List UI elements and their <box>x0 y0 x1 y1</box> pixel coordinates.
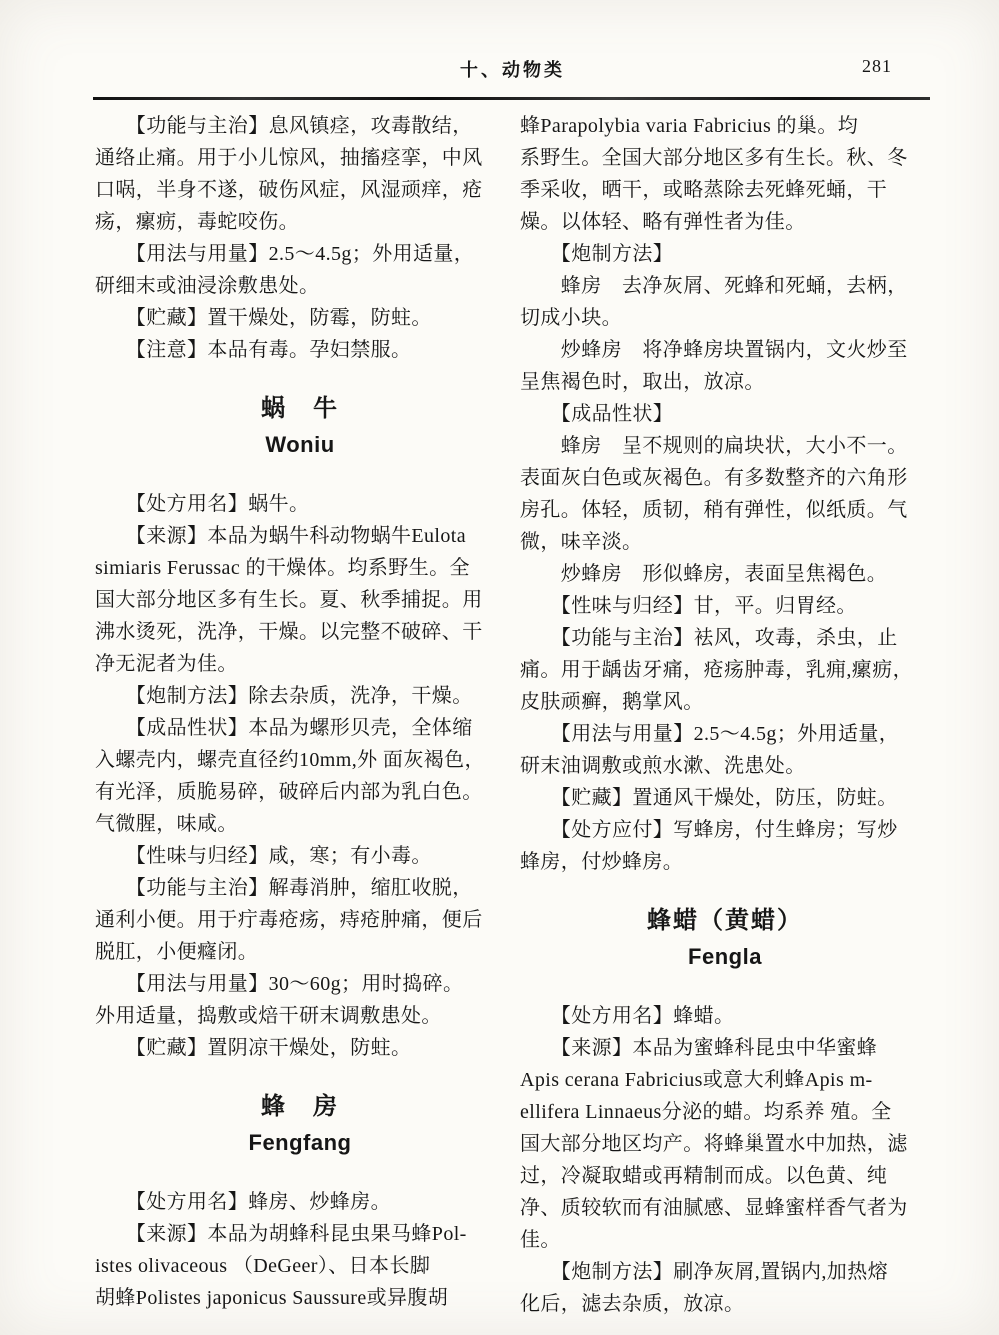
text-line: 气微腥，味咸。 <box>95 813 238 835</box>
right-column <box>520 110 930 1320</box>
text-line: 国大部分地区多有生长。夏、秋季捕捉。用 <box>95 589 483 611</box>
text-line: 【来源】本品为胡蜂科昆虫果马蜂Pol- <box>95 1223 467 1245</box>
text-line: 【贮藏】置阴凉干燥处，防蛀。 <box>95 1037 412 1059</box>
entry-title-pinyin: Fengfang <box>248 1130 352 1155</box>
text-line: 表面灰白色或灰褐色。有多数整齐的六角形 <box>520 467 908 489</box>
chapter-title: 十、动物类 <box>460 60 565 80</box>
text-line: 净、质较软而有油腻感、显蜂蜜样香气者为 <box>520 1197 908 1219</box>
text-line: 入螺壳内，螺壳直径约10mm,外 面灰褐色， <box>95 749 485 771</box>
text-line: 【炮制方法】刷净灰屑,置锅内,加热熔 <box>520 1261 888 1283</box>
text-line: 【处方用名】蜂房、炒蜂房。 <box>95 1191 391 1213</box>
text-line: 【来源】本品为蜜蜂科昆虫中华蜜蜂 <box>520 1037 878 1059</box>
text-line: 蜂房，付炒蜂房。 <box>520 851 684 873</box>
text-line: 【炮制方法】除去杂质，洗净，干燥。 <box>95 685 473 707</box>
text-line: 佳。 <box>520 1229 561 1251</box>
text-line: 【处方应付】写蜂房，付生蜂房；写炒 <box>520 819 898 841</box>
text-line: 系野生。全国大部分地区多有生长。秋、冬 <box>520 147 908 169</box>
text-line: 外用适量，捣敷或焙干研末调敷患处。 <box>95 1005 442 1027</box>
text-line: 呈焦褐色时，取出，放凉。 <box>520 371 765 393</box>
left-column <box>95 110 505 1320</box>
text-line: 【处方用名】蜂蜡。 <box>520 1005 735 1027</box>
text-line: 【成品性状】 <box>520 403 674 425</box>
text-line: 季采收，晒干，或略蒸除去死蜂死蛹，干 <box>520 179 888 201</box>
header-rule <box>93 97 930 100</box>
text-line: 【炮制方法】 <box>520 243 674 265</box>
text-line: 净无泥者为佳。 <box>95 653 238 675</box>
text-line: 切成小块。 <box>520 307 622 329</box>
text-line: 【处方用名】蜗牛。 <box>95 493 310 515</box>
text-line: istes olivaceous （DeGeer）、日本长脚 <box>95 1255 431 1277</box>
text-line: 沸水烫死，洗净，干燥。以完整不破碎、干 <box>95 621 483 643</box>
text-line: simiaris Ferussac 的干燥体。均系野生。全 <box>95 557 470 579</box>
entry-title-pinyin: Fengla <box>688 944 762 969</box>
text-line: 痛。用于龋齿牙痛，疮疡肿毒，乳痈,瘰疬， <box>520 659 913 681</box>
page-number: 281 <box>862 56 892 76</box>
text-line: 疡，瘰疬，毒蛇咬伤。 <box>95 211 299 233</box>
text-line: 【用法与用量】2.5～4.5g；外用适量， <box>520 723 900 745</box>
text-line: 蜂房 呈不规则的扁块状，大小不一。 <box>520 435 908 457</box>
text-line: 过，冷凝取蜡或再精制而成。以色黄、纯 <box>520 1165 888 1187</box>
text-line: 通利小便。用于疔毒疮疡，痔疮肿痛，便后 <box>95 909 483 931</box>
text-line: 【功能与主治】袪风，攻毒，杀虫，止 <box>520 627 898 649</box>
text-line: Apis cerana Fabricius或意大利蜂Apis m- <box>520 1069 873 1091</box>
text-line: 炒蜂房 将净蜂房块置锅内，文火炒至 <box>520 339 908 361</box>
text-line: 口㖞，半身不遂，破伤风症，风湿顽痒，疮 <box>95 179 483 201</box>
text-line: 【来源】本品为蜗牛科动物蜗牛Eulota <box>95 525 467 547</box>
entry-title-chinese: 蜗 牛 <box>261 396 339 422</box>
text-line: 蜂Parapolybia varia Fabricius 的巢。均 <box>520 115 859 137</box>
text-line: 【贮藏】置通风干燥处，防压，防蛀。 <box>520 787 898 809</box>
text-columns <box>95 110 930 1320</box>
text-line: 【成品性状】本品为螺形贝壳，全体缩 <box>95 717 473 739</box>
text-line: 研细末或油浸涂敷患处。 <box>95 275 320 297</box>
text-line: 化后，滤去杂质，放凉。 <box>520 1293 745 1315</box>
text-line: 有光泽，质脆易碎，破碎后内部为乳白色。 <box>95 781 483 803</box>
text-line: 【用法与用量】30～60g；用时捣碎。 <box>95 973 464 995</box>
text-line: 【贮藏】置干燥处，防霉，防蛀。 <box>95 307 432 329</box>
text-line: 【注意】本品有毒。孕妇禁服。 <box>95 339 412 361</box>
text-line: 房孔。体轻，质韧，稍有弹性，似纸质。气 <box>520 499 908 521</box>
text-line: 燥。以体轻、略有弹性者为佳。 <box>520 211 806 233</box>
text-line: ellifera Linnaeus分泌的蜡。均系养 殖。全 <box>520 1101 892 1123</box>
text-line: 【用法与用量】2.5～4.5g；外用适量， <box>95 243 475 265</box>
text-line: 【性味与归经】甘，平。归胃经。 <box>520 595 857 617</box>
entry-title-chinese: 蜂 房 <box>261 1094 339 1120</box>
text-line: 【功能与主治】解毒消肿，缩肛收脱， <box>95 877 473 899</box>
text-line: 国大部分地区均产。将蜂巢置水中加热，滤 <box>520 1133 908 1155</box>
entry-title-chinese: 蜂蜡（黄蜡） <box>647 908 803 934</box>
text-line: 蜂房 去净灰屑、死蜂和死蛹，去柄， <box>520 275 908 297</box>
text-line: 胡蜂Polistes japonicus Saussure或异腹胡 <box>95 1287 449 1309</box>
text-line: 【功能与主治】息风镇痉，攻毒散结， <box>95 115 473 137</box>
text-line: 皮肤顽癣，鹅掌风。 <box>520 691 704 713</box>
text-line: 脱肛，小便癃闭。 <box>95 941 259 963</box>
text-line: 研末油调敷或煎水漱、洗患处。 <box>520 755 806 777</box>
text-line: 微，味辛淡。 <box>520 531 643 553</box>
text-line: 通络止痛。用于小儿惊风，抽搐痉挛，中风 <box>95 147 483 169</box>
text-line: 【性味与归经】咸，寒；有小毒。 <box>95 845 432 867</box>
text-line: 炒蜂房 形似蜂房，表面呈焦褐色。 <box>520 563 888 585</box>
entry-title-pinyin: Woniu <box>265 432 335 457</box>
page-header <box>95 56 930 82</box>
